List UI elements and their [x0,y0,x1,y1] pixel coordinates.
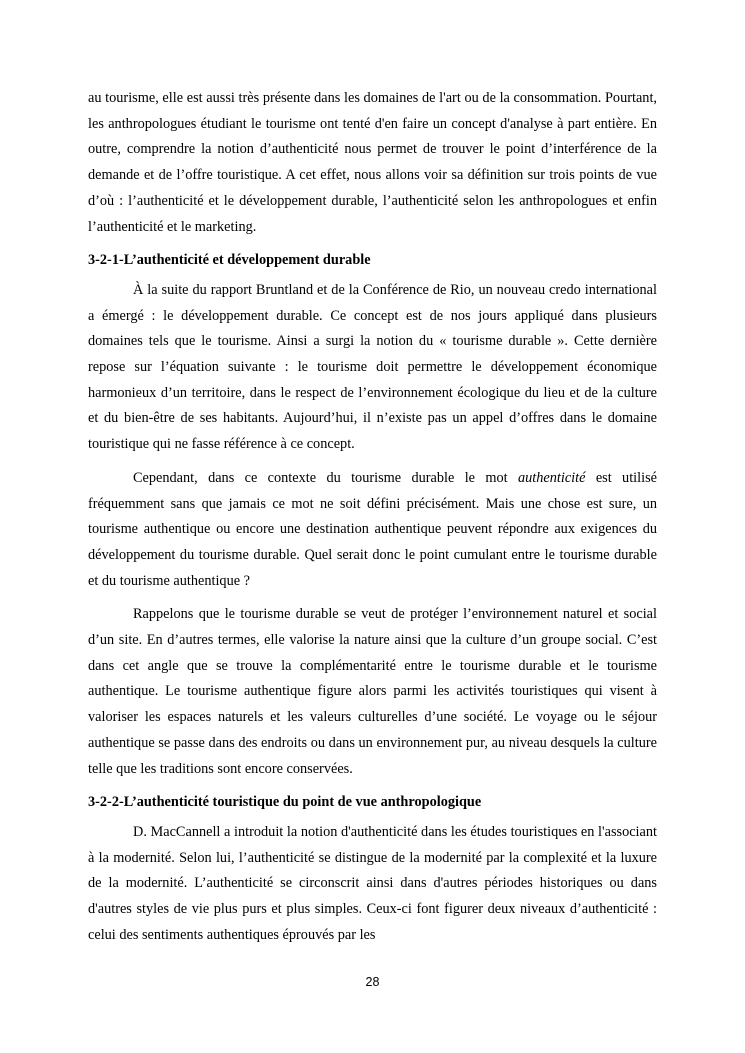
paragraph-cependant-part-a: Cependant, dans ce contexte du tourisme durable le mot [133,469,518,486]
section-heading-3-2-2: 3-2-2-L’authenticité touristique du point de vue anthropologique [88,794,482,811]
paragraph-rappelons: Rappelons que le tourisme durable se veut de protéger l’environnement naturel et social d’un site. En d’autres termes, elle valorise la nature ainsi que la culture d’un groupe social. C’est dans cet angle que se trouve la complémentarité entre le tourisme durable et le tourisme authentique. Le tourisme authentique figure alors parmi les activités touristiques qui visent à valoriser les espaces naturels et les valeurs culturelles d’une société. Le voyage ou le séjour authentique se passe dans des endroits ou dans un environnement pur, au niveau desquels la culture telle que les traditions sont encore conservées. [88,606,657,777]
emphasis-authenticite: authenticité [517,469,586,486]
page-number: 28 [365,975,380,989]
paragraph-maccannell: D. MacCannell a introduit la notion d'authenticité dans les études touristiques en l'associant à la modernité. Selon lui, l’authenticité se distingue de la modernité par la complexité et la luxure de la modernité. L’authenticité se circonscrit ainsi dans d'autres périodes historiques ou dans d'autres styles de vie plus purs et plus simples. Ceux-ci font figurer deux niveaux d’authenticité : celui des sentiments authentiques éprouvés par les [88,823,657,943]
section-heading-3-2-1: 3-2-1-L’authenticité et développement durable [88,252,371,269]
paragraph-developpement-durable: À la suite du rapport Bruntland et de la Conférence de Rio, un nouveau credo international a émergé : le développement durable. Ce concept est de nos jours appliqué dans plusieurs domaines tels que le tourisme. Ainsi a surgi la notion du « tourisme durable ». Cette dernière repose sur l’équation suivante : le tourisme doit permettre le développement économique harmonieux d’un territoire, dans le respect de l’environnement écologique du lieu et de la culture et du bien-être de ses habitants. Aujourd’hui, il n’existe pas un appel d’offres dans le domaine touristique qui ne fasse référence à ce concept. [88,281,657,453]
paragraph-intro: au tourisme, elle est aussi très présente dans les domaines de l'art ou de la consommation. Pourtant, les anthropologues étudiant le tourisme ont tenté d'en faire un concept d'analyse à part entière. En outre, comprendre la notion d’authenticité nous permet de trouver le point d’interférence de la demande et de l’offre touristique. A cet effet, nous allons voir sa définition sur trois points de vue d’où : l’authenticité et le développement durable, l’authenticité selon les anthropologues et enfin l’authenticité et le marketing. [88,90,657,235]
paragraph-cependant [88,466,657,595]
paragraph-cependant-part-b: est utilisé fréquemment sans que jamais ce mot ne soit défini précisément. Mais une chose est sure, un tourisme authentique ou encore une destination authentique peuvent répondre aux exigences du développement du tourisme durable. Quel serait donc le point cumulant entre le tourisme durable et du tourisme authentique ? [88,469,657,589]
page-content [88,86,657,949]
